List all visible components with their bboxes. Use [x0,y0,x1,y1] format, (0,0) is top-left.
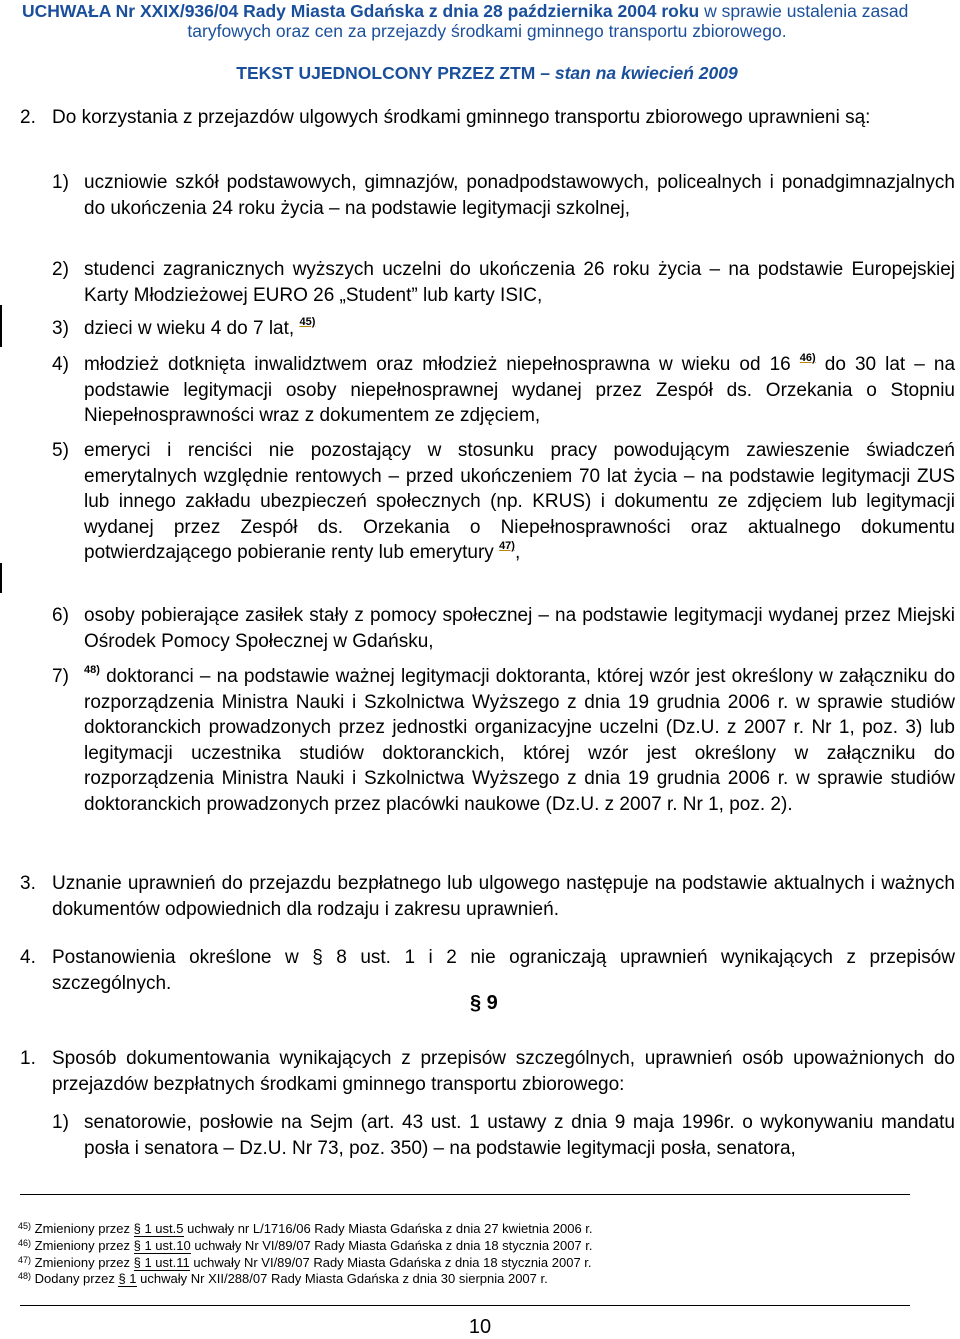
footnote-ref-47[interactable]: 47) [499,540,515,552]
item-2-text: studenci zagranicznych wyższych uczelni do ukończenia 26 roku życia – na podstawie Europejskiej Karty Młodzieżowej EURO 26 „Student” lub karty ISIC, [84,259,955,306]
header-line-2: taryfowych oraz cen za przejazdy środkami gminnego transportu zbiorowego. [187,21,787,41]
footer-rule [20,1305,910,1306]
header-title: UCHWAŁA Nr XXIX/936/04 Rady Miasta Gdańska z dnia 28 października 2004 roku [22,1,700,21]
item-7-number: 7) [52,666,69,687]
page-number: 10 [468,1316,492,1338]
footnote-mark: 48) [18,1271,32,1281]
footnote-text: uchwały Nr VI/89/07 Rady Miasta Gdańska z dnia 18 stycznia 2007 r. [189,1255,592,1270]
footnote-prefix: Zmieniony przez [34,1238,134,1253]
item-1-number: 1) [52,172,69,193]
footnote-link[interactable]: § 1 ust.10 [133,1238,191,1253]
header-subtitle [22,62,952,84]
footnote-mark: 47) [18,1255,32,1265]
s9-para-1-number: 1. [20,1048,36,1069]
item-3-number: 3) [52,318,69,339]
s9-item-1-text: senatorowie, posłowie na Sejm (art. 43 ust. 1 ustawy z dnia 9 maja 1996r. o wykonywaniu mandatu posła i senatora – Dz.U. Nr 73, poz. 350) – na podstawie legitymacji posła, senatora, [84,1112,955,1159]
item-1-text: uczniowie szkół podstawowych, gimnazjów, ponadpodstawowych, policealnych i ponadgimnazjalnych do ukończenia 24 roku życia – na podstawie legitymacji szkolnej, [84,172,955,219]
item-5-body: emeryci i renciści nie pozostający w stosunku pracy powodującym zawieszenie świadczeń emerytalnych względnie rentowych – przed ukończeniem 70 lat życia – na podstawie legitymacji ZUS lub innego zakładu ubezpieczeń społecznych (np. KRUS) i dokumentu ze zdjęciem lub legitymacji wydanej przez Zespół ds. Orzekania o Niepełnosprawności oraz aktualnego dokumentu potwierdzającego pobieranie renty lub emerytury [84,440,955,563]
change-bar [0,563,2,593]
footnote-45 [18,1221,593,1237]
footnote-mark: 46) [18,1238,32,1248]
item-3-body: dzieci w wieku 4 do 7 lat, [84,318,295,339]
footnote-ref-48[interactable]: 48) [84,664,100,676]
item-3-text [84,316,955,342]
footnote-link[interactable]: § 1 ust.5 [133,1221,184,1236]
para-4-number: 4. [20,947,36,968]
item-2-number: 2) [52,259,69,280]
item-7-text [84,664,955,817]
footnote-text: uchwały Nr VI/89/07 Rady Miasta Gdańska z dnia 18 stycznia 2007 r. [190,1238,593,1253]
section-heading: § 9 [470,992,498,1014]
header-line-1 [22,0,952,22]
item-5-text [84,438,955,566]
footnote-prefix: Zmieniony przez [34,1255,134,1270]
footnote-link[interactable]: § 1 [118,1271,137,1286]
footnote-47 [18,1255,592,1271]
item-7-body: doktoranci – na podstawie ważnej legitymacji doktoranta, której wzór jest określony w załączniku do rozporządzenia Ministra Nauki i Szkolnictwa Wyższego z dnia 19 grudnia 2006 r. w sprawie studiów doktoranckich prowadzonych przez jednostki organizacyjne uczelni (Dz.U. z 2007 r. Nr 1, poz. 3) lub legitymacji uczestnika studiów doktoranckich, której wzór jest określony w załączniku do rozporządzenia Ministra Nauki i Szkolnictwa Wyższego z dnia 19 grudnia 2006 r. w sprawie studiów doktoranckich prowadzonych przez placówki naukowe (Dz.U. z 2007 r. Nr 1, poz. 2). [84,666,956,815]
header-title-rest: w sprawie ustalenia zasad [699,1,909,21]
para-2-text: Do korzystania z przejazdów ulgowych środkami gminnego transportu zbiorowego uprawnieni są: [52,107,871,128]
item-6-number: 6) [52,605,69,626]
item-6-text: osoby pobierające zasiłek stały z pomocy społecznej – na podstawie legitymacji wydanej przez Miejski Ośrodek Pomocy Społecznej w Gdańsku, [84,605,955,652]
footnote-ref-45[interactable]: 45) [299,316,316,328]
footnote-ref-46[interactable]: 46) [799,352,816,364]
para-2-number: 2. [20,107,36,128]
para-3-number: 3. [20,873,36,894]
footnote-48 [18,1271,548,1287]
footnote-text: uchwały Nr XII/288/07 Rady Miasta Gdańska z dnia 30 sierpnia 2007 r. [136,1271,548,1286]
footnote-prefix: Zmieniony przez [34,1221,134,1236]
item-5-number: 5) [52,440,69,461]
footnote-prefix: Dodany przez [34,1271,119,1286]
s9-para-1-text: Sposób dokumentowania wynikających z przepisów szczególnych, uprawnień osób upoważnionych do przejazdów bezpłatnych środkami gminnego transportu zbiorowego: [52,1048,955,1095]
item-5-tail: , [514,542,521,563]
item-4-number: 4) [52,354,69,375]
item-4-body-a: młodzież dotknięta inwalidztwem oraz młodzież niepełnosprawna w wieku od 16 [84,354,791,375]
item-4-body-b: do 30 lat – na podstawie legitymacji osoby niepełnosprawnej wydanej przez Zespół ds. Orzekania o Stopniu Niepełnosprawności wraz z dokumentem ze zdjęciem, [84,354,956,426]
footnote-separator [20,1194,910,1195]
subtitle-main: TEKST UJEDNOLCONY PRZEZ ZTM – [236,63,555,83]
footnote-text: uchwały nr L/1716/06 Rady Miasta Gdańska z dnia 27 kwietnia 2006 r. [183,1221,593,1236]
footnote-46 [18,1238,593,1254]
subtitle-date: stan na kwiecień 2009 [554,63,738,83]
item-4-text [84,352,955,429]
para-4-text: Postanowienia określone w § 8 ust. 1 i 2 nie ograniczają uprawnień wynikających z przepisów szczególnych. [52,947,955,994]
para-3-text: Uznanie uprawnień do przejazdu bezpłatnego lub ulgowego następuje na podstawie aktualnych i ważnych dokumentów odpowiednich dla rodzaju i zakresu uprawnień. [52,873,955,920]
s9-item-1-number: 1) [52,1112,69,1133]
footnote-mark: 45) [18,1221,32,1231]
footnote-link[interactable]: § 1 ust.11 [133,1255,190,1270]
change-bar [0,305,2,347]
